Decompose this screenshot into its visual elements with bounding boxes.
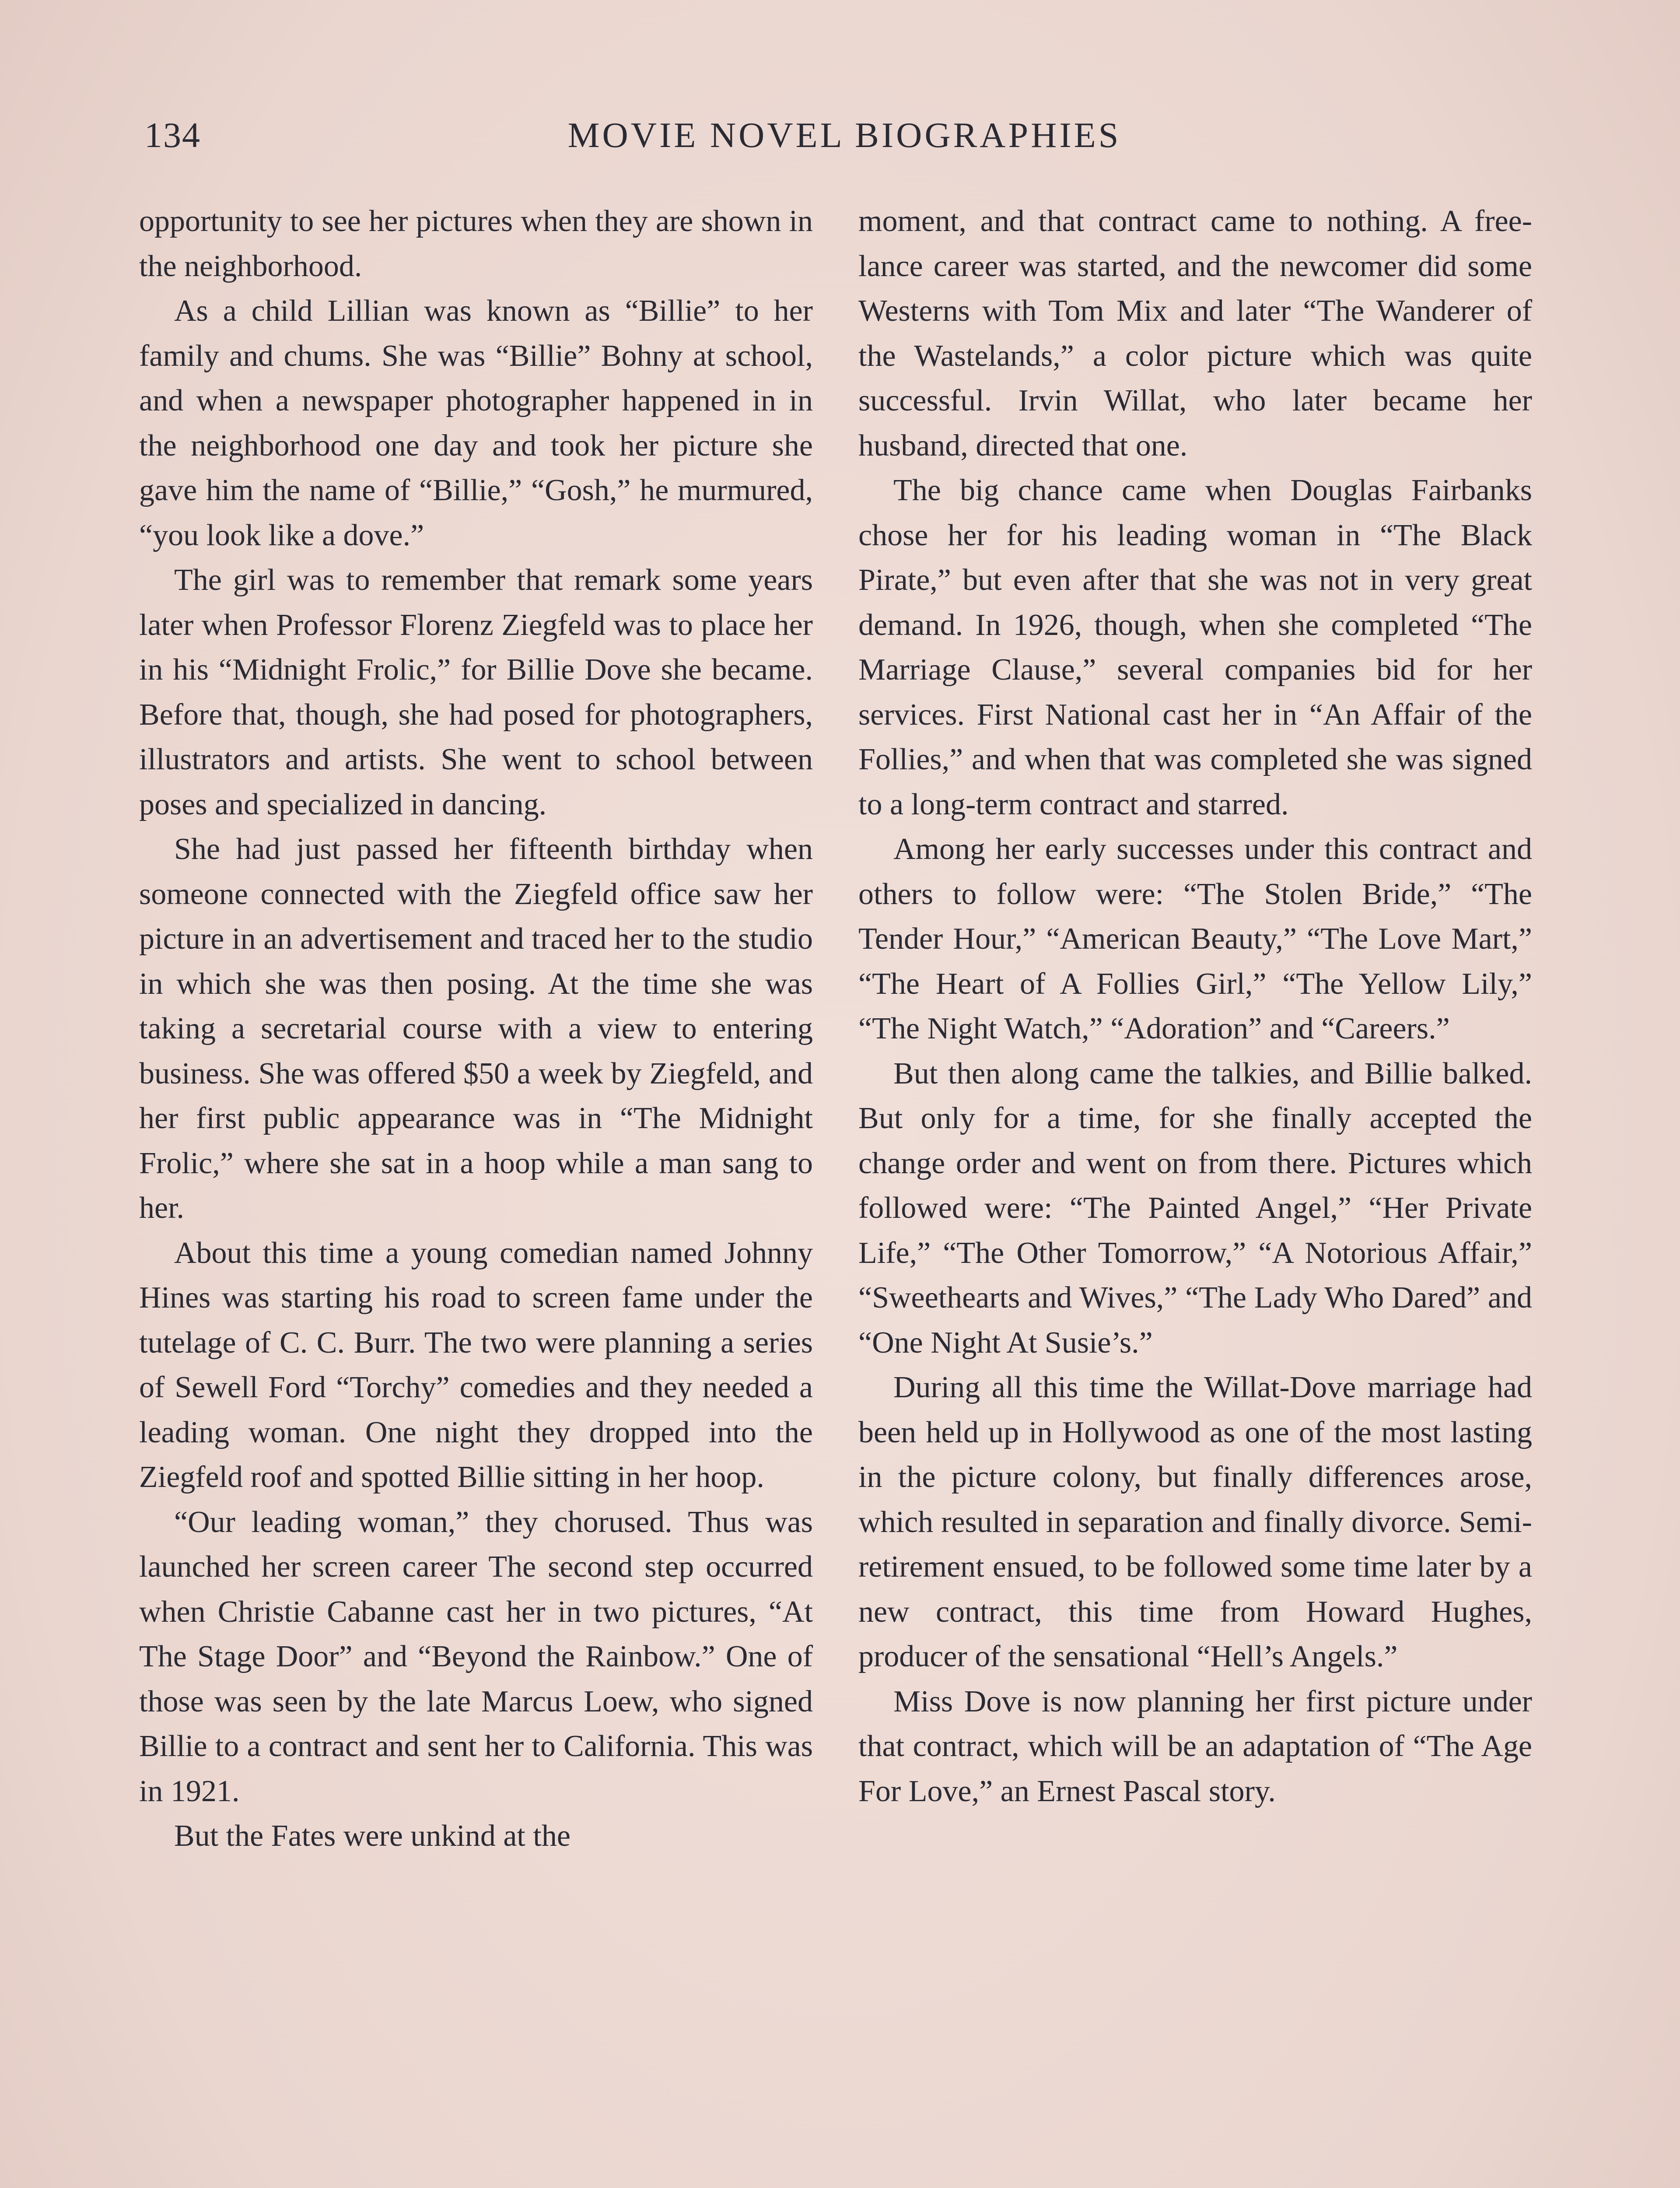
paragraph: But then along came the talkies, and Billie balked. But only for a time, for she finally accepted the change order and went on from there. Pictures which followed were: “The Painted Angel,” “Her Private Life,” “The Other Tomorrow,” “A Notorious Affair,” “Sweethearts and Wives,” “The Lady Who Dared” and “One Night At Susie’s.”: [858, 1056, 1532, 1360]
paragraph: About this time a young comedian named Johnny Hines was starting his road to screen fame under the tutelage of C. C. Burr. The two were planning a series of Sewell Ford “Torchy” comedies and they needed a leading woman. One night they dropped into the Ziegfeld roof and spotted Billie sitting in her hoop.: [139, 1236, 813, 1494]
page-number: 134: [144, 115, 201, 155]
paragraph: Miss Dove is now planning her first picture under that contract, which will be an adaptation of “The Age For Love,” an Ernest Pascal story.: [858, 1684, 1532, 1808]
paragraph: moment, and that contract came to nothing. A free-lance career was started, and the newcomer did some Westerns with Tom Mix and later “The Wanderer of the Wastelands,” a color picture which was quite successful. Irvin Willat, who later became her husband, directed that one.: [858, 204, 1532, 463]
paragraph: Among her early successes under this contract and others to follow were: “The Stolen Bride,” “The Tender Hour,” “American Beauty,” “The Love Mart,” “The Heart of A Follies Girl,” “The Yellow Lily,” “The Night Watch,” “Adoration” and “Careers.”: [858, 832, 1532, 1045]
paragraph: “Our leading woman,” they chorused. Thus was launched her screen career The second step occurred when Christie Cabanne cast her in two pictures, “At The Stage Door” and “Beyond the Rainbow.” One of those was seen by the late Marcus Loew, who signed Billie to a contract and sent her to California. This was in 1921.: [139, 1505, 813, 1808]
running-title: MOVIE NOVEL BIOGRAPHIES: [567, 115, 1121, 155]
right-column: [858, 199, 1532, 1814]
page-header: [144, 115, 1544, 167]
paragraph: She had just passed her fifteenth birthday when someone connected with the Ziegfeld office saw her picture in an advertisement and traced her to the studio in which she was then posing. At the time she was taking a secretarial course with a view to entering business. She was offered $50 a week by Ziegfeld, and her first public appearance was in “The Midnight Frolic,” where she sat in a hoop while a man sang to her.: [139, 832, 813, 1225]
paragraph: As a child Lillian was known as “Billie” to her family and chums. She was “Billie” Bohny at school, and when a newspaper photographer happened in in the neighborhood one day and took her picture she gave him the name of “Billie,” “Gosh,” he murmured, “you look like a dove.”: [139, 294, 813, 552]
paragraph: But the Fates were unkind at the: [174, 1819, 570, 1853]
paragraph: The big chance came when Douglas Fairbanks chose her for his leading woman in “The Black Pirate,” but even after that she was not in very great demand. In 1926, though, when she completed “The Marriage Clause,” several companies bid for her services. First National cast her in “An Affair of the Follies,” and when that was completed she was signed to a long-term contract and starred.: [858, 473, 1532, 821]
paragraph: opportunity to see her pictures when they are shown in the neighborhood.: [139, 204, 813, 283]
paragraph: The girl was to remember that remark some years later when Professor Florenz Ziegfeld was to place her in his “Midnight Frolic,” for Billie Dove she became. Before that, though, she had posed for photographers, illustrators and artists. She went to school between poses and specialized in dancing.: [139, 563, 813, 821]
left-column: [139, 199, 813, 1859]
paragraph: During all this time the Willat-Dove marriage had been held up in Hollywood as one of the most lasting in the picture colony, but finally differences arose, which resulted in separation and finally divorce. Semi-retirement ensued, to be followed some time later by a new contract, this time from Howard Hughes, producer of the sensational “Hell’s Angels.”: [858, 1371, 1532, 1673]
